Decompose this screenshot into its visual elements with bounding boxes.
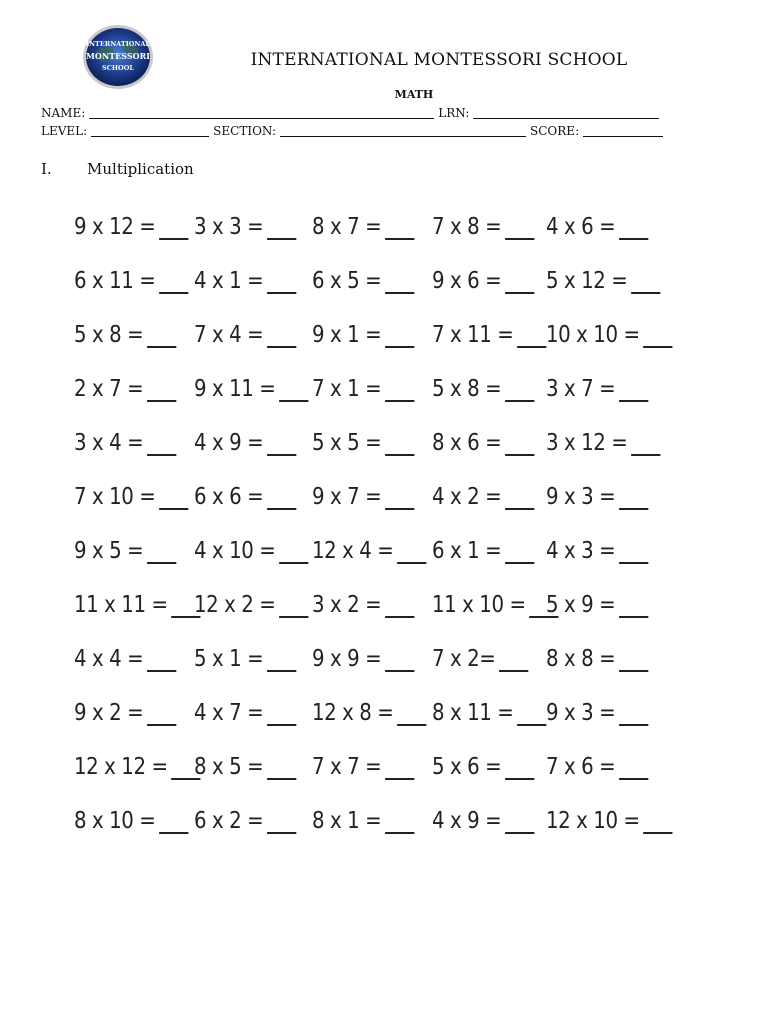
answer-blank[interactable] <box>159 810 188 834</box>
problem-text: 12 x 10 = <box>546 808 640 834</box>
answer-blank[interactable] <box>147 432 176 456</box>
answer-blank[interactable] <box>267 270 296 294</box>
answer-blank[interactable] <box>267 648 296 672</box>
problem-text: 5 x 12 = <box>546 268 628 294</box>
problem-text: 7 x 7 = <box>312 754 382 780</box>
section-title: Multiplication <box>87 160 194 178</box>
answer-blank[interactable] <box>385 810 414 834</box>
answer-blank[interactable] <box>517 702 546 726</box>
multiplication-problem <box>194 538 308 564</box>
answer-blank[interactable] <box>147 540 176 564</box>
problem-row <box>74 700 674 740</box>
problem-text: 4 x 7 = <box>194 700 264 726</box>
section-heading <box>41 160 194 178</box>
problem-text: 11 x 10 = <box>432 592 526 618</box>
multiplication-problem <box>194 646 296 672</box>
logo-line-1: INTERNATIONAL <box>86 40 150 48</box>
multiplication-problem <box>194 376 308 402</box>
problem-text: 10 x 10 = <box>546 322 640 348</box>
problem-text: 4 x 4 = <box>74 646 144 672</box>
level-label: LEVEL: <box>41 124 88 138</box>
answer-blank[interactable] <box>279 378 308 402</box>
problem-text: 7 x 1 = <box>312 376 382 402</box>
multiplication-problem <box>74 484 188 510</box>
multiplication-problem <box>432 646 528 672</box>
problem-text: 9 x 3 = <box>546 700 616 726</box>
problem-text: 4 x 1 = <box>194 268 264 294</box>
multiplication-problem <box>312 268 414 294</box>
answer-blank[interactable] <box>147 702 176 726</box>
problem-row <box>74 808 674 848</box>
multiplication-problem <box>194 754 296 780</box>
multiplication-problem <box>74 646 176 672</box>
problem-text: 8 x 5 = <box>194 754 264 780</box>
problem-row <box>74 376 674 416</box>
answer-blank[interactable] <box>397 540 426 564</box>
multiplication-problem <box>74 538 176 564</box>
answer-blank[interactable] <box>517 324 546 348</box>
problem-text: 5 x 6 = <box>432 754 502 780</box>
answer-blank[interactable] <box>385 756 414 780</box>
problem-text: 8 x 10 = <box>74 808 156 834</box>
level-section-score-row <box>41 124 667 138</box>
multiplication-problem <box>194 268 296 294</box>
multiplication-problem <box>312 700 426 726</box>
multiplication-problem <box>74 268 188 294</box>
problem-text: 9 x 12 = <box>74 214 156 240</box>
answer-blank[interactable] <box>505 486 534 510</box>
answer-blank[interactable] <box>385 486 414 510</box>
problem-row <box>74 592 674 632</box>
problem-row <box>74 214 674 254</box>
problem-row <box>74 646 674 686</box>
multiplication-problem <box>312 376 414 402</box>
problem-text: 6 x 5 = <box>312 268 382 294</box>
answer-blank[interactable] <box>385 432 414 456</box>
problem-text: 9 x 3 = <box>546 484 616 510</box>
multiplication-problem <box>74 592 200 618</box>
problem-text: 6 x 2 = <box>194 808 264 834</box>
problem-text: 3 x 2 = <box>312 592 382 618</box>
answer-blank[interactable] <box>505 756 534 780</box>
multiplication-problem <box>74 322 176 348</box>
problem-text: 9 x 2 = <box>74 700 144 726</box>
multiplication-problem <box>194 700 296 726</box>
answer-blank[interactable] <box>385 324 414 348</box>
answer-blank[interactable] <box>643 324 672 348</box>
multiplication-problem <box>312 592 414 618</box>
multiplication-problem <box>312 484 414 510</box>
section-label: SECTION: <box>213 124 277 138</box>
multiplication-problem <box>194 430 296 456</box>
name-lrn-row <box>41 106 663 120</box>
multiplication-problem <box>74 700 176 726</box>
answer-blank[interactable] <box>505 810 534 834</box>
problem-text: 12 x 8 = <box>312 700 394 726</box>
multiplication-problem <box>432 322 546 348</box>
answer-blank[interactable] <box>385 378 414 402</box>
multiplication-problem <box>432 268 534 294</box>
problem-text: 7 x 11 = <box>432 322 514 348</box>
lrn-field-line[interactable] <box>473 107 659 119</box>
multiplication-problem <box>432 376 534 402</box>
problem-text: 3 x 7 = <box>546 376 616 402</box>
multiplication-problem <box>432 700 546 726</box>
multiplication-problem <box>312 214 414 240</box>
answer-blank[interactable] <box>159 216 188 240</box>
problem-text: 12 x 12 = <box>74 754 168 780</box>
multiplication-problem <box>546 214 648 240</box>
multiplication-problem <box>432 214 534 240</box>
answer-blank[interactable] <box>279 540 308 564</box>
problem-text: 9 x 11 = <box>194 376 276 402</box>
multiplication-problem <box>432 484 534 510</box>
answer-blank[interactable] <box>267 486 296 510</box>
problem-text: 7 x 2= <box>432 646 496 672</box>
problem-text: 8 x 11 = <box>432 700 514 726</box>
multiplication-problem <box>74 430 176 456</box>
logo-line-3: SCHOOL <box>102 64 134 72</box>
answer-blank[interactable] <box>499 648 528 672</box>
problem-text: 8 x 8 = <box>546 646 616 672</box>
answer-blank[interactable] <box>619 594 648 618</box>
problem-text: 6 x 1 = <box>432 538 502 564</box>
problem-text: 4 x 9 = <box>432 808 502 834</box>
school-name: INTERNATIONAL MONTESSORI SCHOOL <box>250 50 628 70</box>
answer-blank[interactable] <box>505 216 534 240</box>
name-label: NAME: <box>41 106 86 120</box>
answer-blank[interactable] <box>505 378 534 402</box>
answer-blank[interactable] <box>267 216 296 240</box>
multiplication-problem <box>74 754 200 780</box>
answer-blank[interactable] <box>631 432 660 456</box>
problem-text: 9 x 9 = <box>312 646 382 672</box>
problem-text: 3 x 12 = <box>546 430 628 456</box>
subject-title: MATH <box>394 88 434 101</box>
answer-blank[interactable] <box>631 270 660 294</box>
problem-text: 11 x 11 = <box>74 592 168 618</box>
problem-text: 4 x 10 = <box>194 538 276 564</box>
multiplication-problem <box>312 754 414 780</box>
answer-blank[interactable] <box>385 594 414 618</box>
multiplication-problem <box>194 592 308 618</box>
problem-text: 3 x 4 = <box>74 430 144 456</box>
problem-text: 9 x 1 = <box>312 322 382 348</box>
answer-blank[interactable] <box>619 648 648 672</box>
multiplication-problem <box>74 376 176 402</box>
logo-line-2: MONTESSORI <box>86 51 150 61</box>
answer-blank[interactable] <box>267 810 296 834</box>
multiplication-problem <box>432 592 558 618</box>
problem-row <box>74 538 674 578</box>
problem-text: 12 x 2 = <box>194 592 276 618</box>
multiplication-problem <box>312 430 414 456</box>
answer-blank[interactable] <box>619 756 648 780</box>
problem-row <box>74 268 674 308</box>
problem-text: 8 x 1 = <box>312 808 382 834</box>
answer-blank[interactable] <box>643 810 672 834</box>
level-field-line[interactable] <box>91 125 209 137</box>
section-field-line[interactable] <box>280 125 526 137</box>
multiplication-problem <box>546 754 648 780</box>
problem-text: 5 x 8 = <box>74 322 144 348</box>
problem-text: 5 x 9 = <box>546 592 616 618</box>
answer-blank[interactable] <box>279 594 308 618</box>
multiplication-problem <box>432 538 534 564</box>
multiplication-problem <box>312 646 414 672</box>
multiplication-problem <box>546 700 648 726</box>
answer-blank[interactable] <box>267 432 296 456</box>
answer-blank[interactable] <box>619 702 648 726</box>
section-number: I. <box>41 160 52 178</box>
multiplication-problem <box>546 808 672 834</box>
answer-blank[interactable] <box>267 756 296 780</box>
problem-text: 9 x 5 = <box>74 538 144 564</box>
problem-row <box>74 322 674 362</box>
problem-text: 4 x 3 = <box>546 538 616 564</box>
multiplication-problem <box>312 322 414 348</box>
multiplication-problem <box>546 646 648 672</box>
problem-text: 4 x 9 = <box>194 430 264 456</box>
multiplication-problem <box>546 538 648 564</box>
multiplication-problem <box>194 322 296 348</box>
problem-text: 5 x 8 = <box>432 376 502 402</box>
answer-blank[interactable] <box>147 324 176 348</box>
answer-blank[interactable] <box>385 216 414 240</box>
problem-text: 2 x 7 = <box>74 376 144 402</box>
problem-text: 7 x 10 = <box>74 484 156 510</box>
multiplication-problem <box>74 214 188 240</box>
problem-text: 7 x 6 = <box>546 754 616 780</box>
answer-blank[interactable] <box>505 432 534 456</box>
multiplication-problem <box>194 808 296 834</box>
multiplication-problem <box>74 808 188 834</box>
multiplication-problem <box>546 376 648 402</box>
problem-text: 7 x 4 = <box>194 322 264 348</box>
problem-row <box>74 484 674 524</box>
answer-blank[interactable] <box>505 270 534 294</box>
answer-blank[interactable] <box>159 270 188 294</box>
multiplication-problem <box>312 808 414 834</box>
problem-text: 9 x 6 = <box>432 268 502 294</box>
problem-text: 8 x 7 = <box>312 214 382 240</box>
multiplication-problem <box>194 214 296 240</box>
problem-text: 6 x 6 = <box>194 484 264 510</box>
problem-row <box>74 754 674 794</box>
problem-text: 5 x 1 = <box>194 646 264 672</box>
problem-text: 4 x 6 = <box>546 214 616 240</box>
score-field-line[interactable] <box>583 125 663 137</box>
answer-blank[interactable] <box>619 486 648 510</box>
multiplication-problem <box>546 592 648 618</box>
answer-blank[interactable] <box>385 270 414 294</box>
problem-text: 6 x 11 = <box>74 268 156 294</box>
lrn-label: LRN: <box>438 106 470 120</box>
answer-blank[interactable] <box>619 216 648 240</box>
answer-blank[interactable] <box>397 702 426 726</box>
multiplication-problem <box>546 430 660 456</box>
problem-text: 3 x 3 = <box>194 214 264 240</box>
name-field-line[interactable] <box>89 107 434 119</box>
multiplication-problem <box>312 538 426 564</box>
multiplication-problem <box>432 754 534 780</box>
answer-blank[interactable] <box>159 486 188 510</box>
answer-blank[interactable] <box>147 378 176 402</box>
answer-blank[interactable] <box>267 324 296 348</box>
answer-blank[interactable] <box>619 378 648 402</box>
multiplication-problem <box>194 484 296 510</box>
multiplication-problem <box>546 322 672 348</box>
problem-text: 4 x 2 = <box>432 484 502 510</box>
problem-text: 8 x 6 = <box>432 430 502 456</box>
problem-text: 9 x 7 = <box>312 484 382 510</box>
problem-text: 12 x 4 = <box>312 538 394 564</box>
answer-blank[interactable] <box>619 540 648 564</box>
answer-blank[interactable] <box>505 540 534 564</box>
problem-text: 7 x 8 = <box>432 214 502 240</box>
multiplication-problem <box>432 808 534 834</box>
problem-row <box>74 430 674 470</box>
score-label: SCORE: <box>530 124 580 138</box>
answer-blank[interactable] <box>267 702 296 726</box>
multiplication-problem <box>546 484 648 510</box>
answer-blank[interactable] <box>147 648 176 672</box>
problem-text: 5 x 5 = <box>312 430 382 456</box>
multiplication-problem <box>432 430 534 456</box>
answer-blank[interactable] <box>385 648 414 672</box>
multiplication-problem <box>546 268 660 294</box>
